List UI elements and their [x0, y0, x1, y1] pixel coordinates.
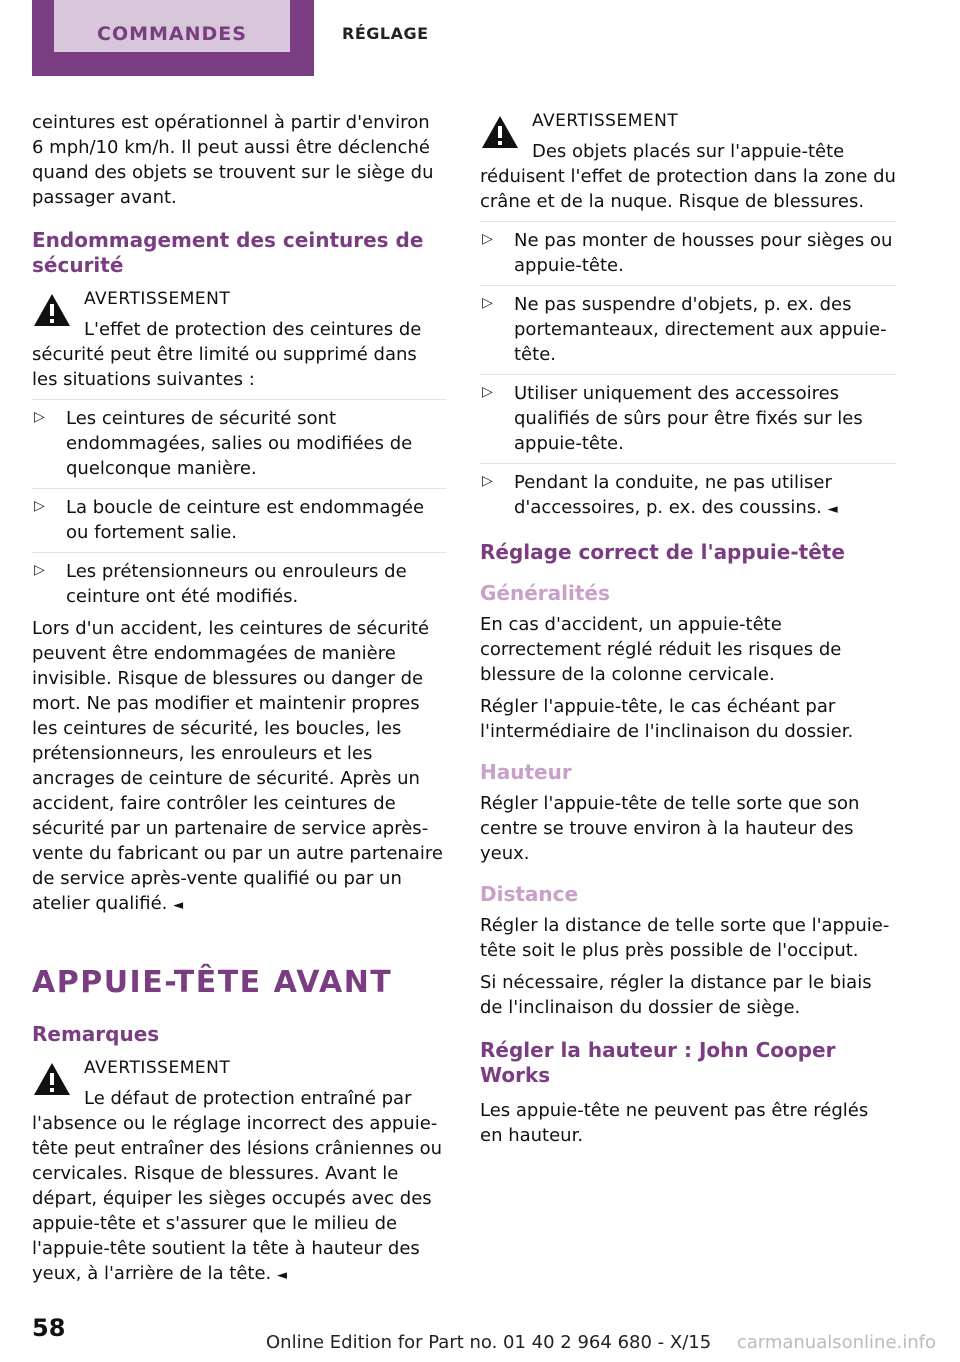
end-mark-icon: ◄ — [173, 898, 184, 913]
tab-commandes[interactable] — [32, 0, 314, 76]
list-item: ▷ Utiliser uniquement des accessoires qualifiés de sûrs pour être fixés sur les appuie-tête. — [480, 374, 896, 456]
warning-title: AVERTISSEMENT — [84, 289, 231, 309]
bullet-arrow-icon: ▷ — [482, 384, 493, 400]
end-mark-icon: ◄ — [277, 1268, 288, 1283]
list-item: ▷ Les prétensionneurs ou enrouleurs de ceinture ont été modifiés. — [32, 552, 446, 609]
edition-footer: Online Edition for Part no. 01 40 2 964 680 - X/15 — [266, 1332, 712, 1353]
page-number: 58 — [32, 1314, 66, 1342]
intro-paragraph: ceintures est opérationnel à partir d'environ 6 mph/10 km/h. Il peut aussi être déclenché quand des objets se trouvent sur le siège du passager avant. — [32, 112, 434, 208]
section-title-correct-adjustment: Réglage correct de l'appuie-tête — [480, 540, 845, 564]
bullet-arrow-icon: ▷ — [482, 231, 493, 247]
warning-title: AVERTISSEMENT — [532, 111, 679, 131]
watermark: carmanualsonline.info — [736, 1332, 936, 1353]
section-title-belt-damage: Endommagement des ceintures de sécurité — [32, 228, 424, 277]
distance-paragraph-1: Régler la distance de telle sorte que l'appuie-tête soit le plus près possible de l'occiput. — [480, 915, 890, 961]
warning-triangle-icon — [32, 1059, 72, 1099]
warning-block-headrest — [32, 1057, 446, 1288]
bullet-arrow-icon: ▷ — [482, 295, 493, 311]
warning-title: AVERTISSEMENT — [84, 1058, 231, 1078]
warning-block-objects — [480, 110, 896, 214]
right-column — [480, 110, 896, 1155]
height-paragraph: Régler l'appuie-tête de telle sorte que son centre se trouve environ à la hauteur des yeux. — [480, 793, 860, 864]
warning-triangle-icon — [480, 112, 520, 152]
end-mark-icon: ◄ — [827, 502, 838, 517]
jcw-paragraph: Les appuie-tête ne peuvent pas être réglés en hauteur. — [480, 1100, 869, 1146]
subtitle-height: Hauteur — [480, 760, 572, 784]
left-column — [32, 110, 446, 1295]
warning-text: L'effet de protection des ceintures de sécurité peut être limité ou supprimé dans les situations suivantes : — [32, 319, 422, 390]
list-item: ▷ Pendant la conduite, ne pas utiliser d'accessoires, p. ex. des coussins. ◄ — [480, 463, 896, 522]
belt-warning-continuation: Lors d'un accident, les ceintures de sécurité peuvent être endommagées de manière invisible. Risque de blessures ou danger de mort. Ne pas modifier et maintenir propres les ceintures de sécurité, les boucles, les prétensionneurs, les enrouleurs et les ancrages de ceinture de sécurité. Après un accident, faire contrôler les ceintures de sécurité par un partenaire de service après-vente du fabricant ou par un autre partenaire de service après-vente qualifié ou par un atelier qualifié. ◄ — [32, 618, 443, 914]
belt-damage-list — [32, 399, 446, 609]
subtitle-general: Généralités — [480, 581, 610, 605]
tab-commandes-label: COMMANDES — [54, 0, 290, 52]
tab-reglage[interactable]: RÉGLAGE — [342, 24, 429, 43]
section-title-remarks: Remarques — [32, 1022, 160, 1046]
subtitle-distance: Distance — [480, 882, 579, 906]
list-item: ▷ Ne pas suspendre d'objets, p. ex. des portemanteaux, directement aux appuie-tête. — [480, 285, 896, 367]
warning-text: Le défaut de protection entraîné par l'absence ou le réglage incorrect des appuie-tête peut entraîner des lésions crâniennes ou cervicales. Risque de blessures. Avant le départ, équiper les sièges occupés avec des appuie-tête et s'assurer que le milieu de l'appuie-tête soutient la tête à hauteur des yeux, à l'arrière de la tête. ◄ — [32, 1088, 443, 1284]
bullet-arrow-icon: ▷ — [34, 498, 45, 514]
list-item: ▷ Les ceintures de sécurité sont endommagées, salies ou modifiées de quelconque manière. — [32, 399, 446, 481]
warning-block-belts — [32, 288, 446, 392]
bullet-arrow-icon: ▷ — [34, 562, 45, 578]
list-item: ▷ La boucle de ceinture est endommagée ou fortement salie. — [32, 488, 446, 545]
bullet-arrow-icon: ▷ — [482, 473, 493, 489]
warning-text: Des objets placés sur l'appuie-tête réduisent l'effet de protection dans la zone du crâne et de la nuque. Risque de blessures. — [480, 141, 896, 212]
chapter-title: APPUIE-TÊTE AVANT — [32, 965, 393, 1000]
list-item: ▷ Ne pas monter de housses pour sièges ou appuie-tête. — [480, 221, 896, 278]
warning-triangle-icon — [32, 290, 72, 330]
headrest-objects-list — [480, 221, 896, 522]
distance-paragraph-2: Si nécessaire, régler la distance par le biais de l'inclinaison du dossier de siège. — [480, 972, 872, 1018]
general-paragraph-1: En cas d'accident, un appuie-tête correctement réglé réduit les risques de blessure de la colonne cervicale. — [480, 614, 842, 685]
general-paragraph-2: Régler l'appuie-tête, le cas échéant par l'intermédiaire de l'inclinaison du dossier. — [480, 696, 854, 742]
bullet-arrow-icon: ▷ — [34, 409, 45, 425]
section-title-jcw-height: Régler la hauteur : John Cooper Works — [480, 1038, 836, 1087]
